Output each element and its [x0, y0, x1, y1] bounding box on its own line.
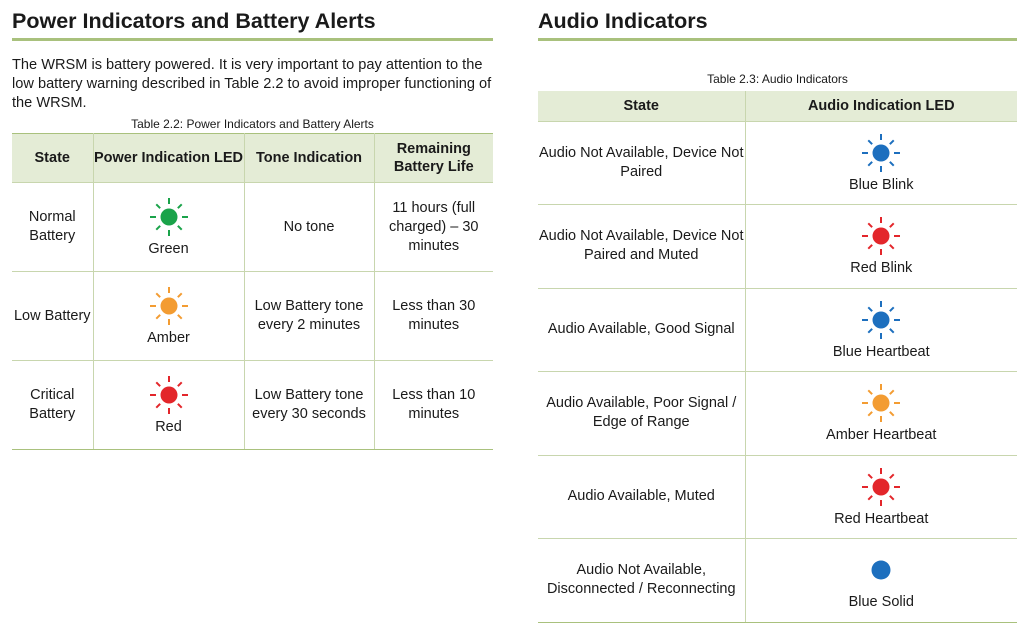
- table-row: [538, 455, 1017, 539]
- blink-led-icon: [94, 373, 244, 417]
- led-label: Red Heartbeat: [834, 510, 929, 527]
- led-cell: [745, 205, 1017, 289]
- led-cell: [745, 455, 1017, 539]
- blink-led-icon: [746, 381, 1018, 425]
- power-section: [12, 0, 493, 450]
- state-cell: Audio Not Available, Disconnected / Reconnecting: [538, 539, 745, 623]
- battery-life-cell: 11 hours (full charged) – 30 minutes: [374, 183, 493, 272]
- audio-heading: Audio Indicators: [538, 9, 708, 33]
- tone-cell: No tone: [244, 183, 374, 272]
- led-cell: [93, 272, 244, 361]
- table-row: [538, 205, 1017, 289]
- led-label: Amber Heartbeat: [826, 427, 937, 444]
- state-cell: Normal Battery: [12, 183, 93, 272]
- led-label: Green: [148, 241, 189, 257]
- led-cell: [93, 183, 244, 272]
- heading-rule: [538, 38, 1017, 41]
- led-label: Red: [155, 419, 182, 435]
- table-row: [538, 372, 1017, 456]
- state-cell: Audio Not Available, Device Not Paired and Muted: [538, 205, 745, 289]
- table-row: [538, 121, 1017, 205]
- battery-life-cell: Less than 10 minutes: [374, 361, 493, 450]
- table-row: [12, 272, 493, 361]
- table-row: [12, 361, 493, 450]
- led-label: Blue Solid: [848, 594, 914, 611]
- blink-led-icon: [94, 195, 244, 239]
- state-cell: Audio Available, Muted: [538, 455, 745, 539]
- battery-life-cell: Less than 30 minutes: [374, 272, 493, 361]
- header-power-led: Power Indication LED: [93, 134, 244, 183]
- heading-rule: [12, 38, 493, 41]
- table-header-row: [538, 91, 1017, 121]
- led-cell: [745, 288, 1017, 372]
- state-cell: Critical Battery: [12, 361, 93, 450]
- audio-table: [538, 91, 1017, 623]
- blink-led-icon: [746, 214, 1018, 258]
- audio-section: [538, 0, 1017, 623]
- led-cell: [93, 361, 244, 450]
- header-audio-led: Audio Indication LED: [745, 91, 1017, 121]
- led-cell: [745, 121, 1017, 205]
- state-cell: Audio Available, Good Signal: [538, 288, 745, 372]
- blink-led-icon: [746, 465, 1018, 509]
- header-state: State: [538, 91, 745, 121]
- led-label: Blue Blink: [849, 176, 914, 193]
- blink-led-icon: [746, 131, 1018, 175]
- state-cell: Audio Available, Poor Signal / Edge of Range: [538, 372, 745, 456]
- state-cell: Audio Not Available, Device Not Paired: [538, 121, 745, 205]
- led-cell: [745, 539, 1017, 623]
- table-row: [538, 288, 1017, 372]
- state-cell: Low Battery: [12, 272, 93, 361]
- header-tone: Tone Indication: [244, 134, 374, 183]
- led-label: Amber: [147, 330, 190, 346]
- solid-led-icon: [746, 548, 1018, 592]
- power-table: [12, 133, 493, 450]
- table-caption: Table 2.3: Audio Indicators: [707, 72, 848, 86]
- table-header-row: [12, 134, 493, 183]
- power-heading: Power Indicators and Battery Alerts: [12, 9, 376, 33]
- led-cell: [745, 372, 1017, 456]
- table-row: [12, 183, 493, 272]
- led-label: Blue Heartbeat: [832, 343, 930, 360]
- tone-cell: Low Battery tone every 30 seconds: [244, 361, 374, 450]
- table-row: [538, 539, 1017, 623]
- intro-paragraph: The WRSM is battery powered. It is very important to pay attention to the low battery warning described in Table 2.2 to avoid improper functioning of the WRSM.: [12, 57, 492, 111]
- led-label: Red Blink: [850, 260, 913, 277]
- header-battery-life: Remaining Battery Life: [374, 134, 493, 183]
- tone-cell: Low Battery tone every 2 minutes: [244, 272, 374, 361]
- table-caption: Table 2.2: Power Indicators and Battery Alerts: [131, 117, 374, 131]
- blink-led-icon: [746, 298, 1018, 342]
- blink-led-icon: [94, 284, 244, 328]
- header-state: State: [12, 134, 93, 183]
